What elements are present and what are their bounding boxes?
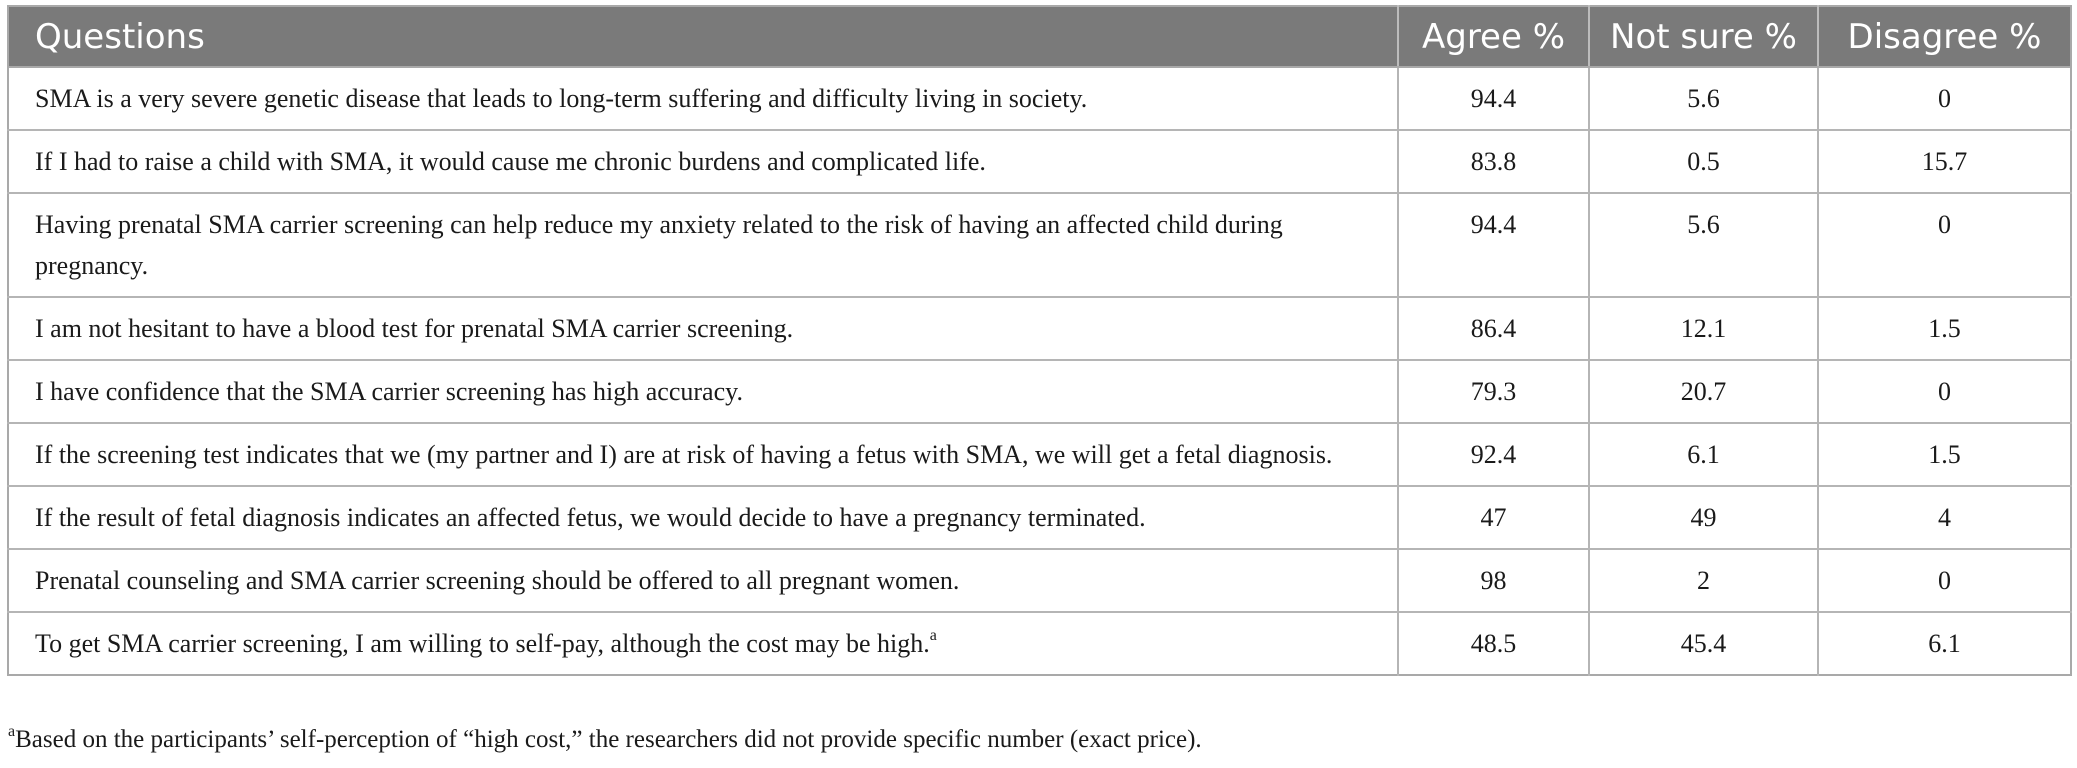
agree-cell: 83.8 [1398, 130, 1589, 193]
question-text: To get SMA carrier screening, I am willing to self-pay, although the cost may be high. [35, 629, 930, 658]
disagree-cell: 0 [1818, 549, 2071, 612]
question-cell: If I had to raise a child with SMA, it would cause me chronic burdens and complicated life. [8, 130, 1398, 193]
footnote-text: Based on the participants’ self-perception of “high cost,” the researchers did not provide specific number (exact price). [15, 726, 1202, 753]
table-row [8, 193, 2071, 297]
question-cell: Prenatal counseling and SMA carrier screening should be offered to all pregnant women. [8, 549, 1398, 612]
footnote-marker: a [929, 627, 937, 645]
not-sure-cell: 45.4 [1589, 612, 1818, 675]
survey-table-container [7, 5, 2070, 676]
question-cell: If the result of fetal diagnosis indicates an affected fetus, we would decide to have a pregnancy terminated. [8, 486, 1398, 549]
not-sure-cell: 2 [1589, 549, 1818, 612]
agree-cell: 98 [1398, 549, 1589, 612]
question-cell [8, 612, 1398, 675]
disagree-cell: 4 [1818, 486, 2071, 549]
not-sure-cell: 49 [1589, 486, 1818, 549]
disagree-cell: 0 [1818, 67, 2071, 130]
question-cell: SMA is a very severe genetic disease that leads to long-term suffering and difficulty living in society. [8, 67, 1398, 130]
disagree-cell: 1.5 [1818, 297, 2071, 360]
agree-cell: 94.4 [1398, 67, 1589, 130]
header-not-sure: Not sure % [1589, 6, 1818, 67]
table-row [8, 360, 2071, 423]
header-questions: Questions [8, 6, 1398, 67]
footnote-marker: a [8, 722, 16, 740]
header-row [8, 6, 2071, 67]
not-sure-cell: 20.7 [1589, 360, 1818, 423]
not-sure-cell: 12.1 [1589, 297, 1818, 360]
not-sure-cell: 5.6 [1589, 193, 1818, 297]
table-row [8, 486, 2071, 549]
disagree-cell: 6.1 [1928, 629, 1961, 658]
table-footnote [8, 722, 1202, 754]
disagree-cell: 0 [1818, 360, 2071, 423]
table-row [8, 67, 2071, 130]
agree-cell: 47 [1398, 486, 1589, 549]
not-sure-cell: 6.1 [1589, 423, 1818, 486]
agree-cell: 48.5 [1398, 612, 1589, 675]
survey-table [7, 5, 2072, 676]
table-row [8, 297, 2071, 360]
question-cell: I have confidence that the SMA carrier screening has high accuracy. [8, 360, 1398, 423]
table-body [8, 67, 2071, 675]
table-row [8, 130, 2071, 193]
header-disagree: Disagree % [1818, 6, 2071, 67]
not-sure-cell: 0.5 [1589, 130, 1818, 193]
agree-cell: 79.3 [1398, 360, 1589, 423]
table-row [8, 612, 2071, 675]
disagree-cell: 1.5 [1818, 423, 2071, 486]
question-cell: I am not hesitant to have a blood test for prenatal SMA carrier screening. [8, 297, 1398, 360]
table-row [8, 423, 2071, 486]
table-header [8, 6, 2071, 67]
disagree-cell: 15.7 [1818, 130, 2071, 193]
question-cell: If the screening test indicates that we (my partner and I) are at risk of having a fetus with SMA, we will get a fetal diagnosis. [8, 423, 1398, 486]
agree-cell: 86.4 [1398, 297, 1589, 360]
header-agree: Agree % [1398, 6, 1589, 67]
question-cell: Having prenatal SMA carrier screening can help reduce my anxiety related to the risk of having an affected child during pregnancy. [8, 193, 1398, 297]
table-row [8, 549, 2071, 612]
disagree-cell: 0 [1818, 193, 2071, 297]
not-sure-cell: 5.6 [1589, 67, 1818, 130]
agree-cell: 92.4 [1398, 423, 1589, 486]
agree-cell: 94.4 [1398, 193, 1589, 297]
